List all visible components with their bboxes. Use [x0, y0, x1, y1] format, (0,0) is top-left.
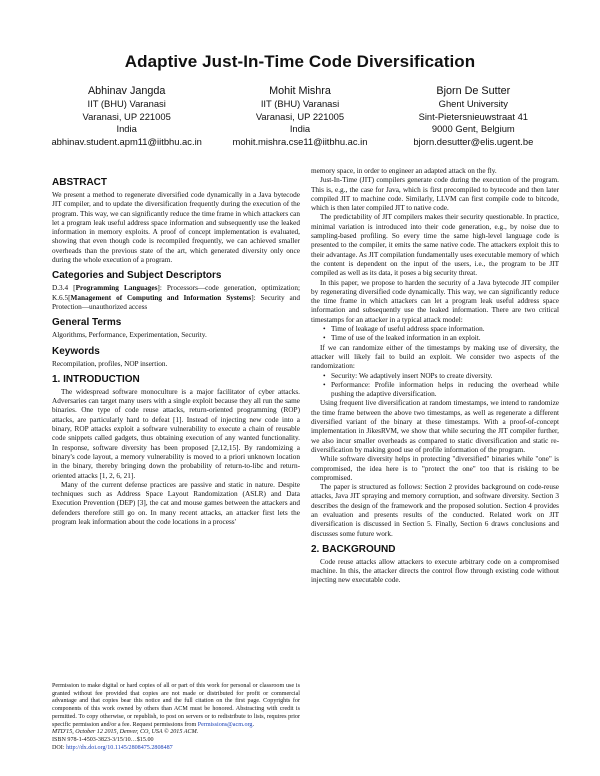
background-paragraph: Code reuse attacks allow attackers to execute arbitrary code on a compromised machine. In this, the attacker directs the control flow through existing code without injecting new executable code.: [311, 557, 559, 585]
author-2: [213, 84, 386, 148]
author-3: [387, 84, 560, 148]
list-item: • Performance: Profile information helps in reducing the overhead while pushing the adaptive diversification.: [331, 381, 559, 400]
list-item: • Security: We adaptively insert NOPs to create diversity.: [331, 372, 559, 381]
author-name: Abhinav Jangda: [87, 85, 166, 97]
timestamp-list: [311, 325, 559, 344]
right-paragraph-4: If we can randomize either of the timestamps by making use of diversity, the attacker will likely fail to build an exploit. We consider two aspects of the randomization:: [311, 343, 559, 371]
intro-paragraph-1: The widespread software monoculture is a major facilitator of cyber attacks. Adversaries can target many users with a single exploit because they all run the same binaries. One type of code reuse attacks, return-oriented programming (ROP) attacks, are particularly hard to defeat [1]. Instead of injecting new code into a binary, ROP attacks exploit a software vulnerability to execute a chain of reusable code snippets called gadgets, thus obtaining execution of any wanted functionality. In response, software diversity has been proposed [2,12,15]. By randomizing a binary's code layout, a memory vulnerability is moved to a priori unknown location in the binary, thereby bringing down the probability of return-to-libc and return-oriented attacks [1, 2, 6, 21].: [52, 387, 300, 480]
author-country: India: [289, 123, 311, 135]
right-paragraph-2: The predictability of JIT compilers makes their security questionable. In practice, minimal variation is introduced into their code generation, e.g., by noise due to sampling-based profiling. So every time the same high-level language code is presented to the compiler, it emits the same native code. The attackers exploit this to their advantage. As JIT compilation fundamentally uses executable memory of which the content is dependent on the input of the users, i.e., the program to be JIT compiled as well as its data, it poses a big security threat.: [311, 213, 559, 278]
intro-paragraph-2: Many of the current defense practices are passive and static in nature. Despite techniques such as Address Space Layout Randomization (ASLR) and Data Execution Prevention (DEP) [3], the cat and mouse games between the attackers and defenders therefore still go on. In many recent attacks, an attacker first lets the program leak information about the code locations in a process': [52, 480, 300, 527]
keywords-text: Recompilation, profiles, NOP insertion.: [52, 359, 168, 368]
abstract-text: We present a method to regenerate diversified code dynamically in a Java bytecode JIT compiler, and to update the diversification frequently during the execution of the program. This way, we can significantly reduce the time frame in which attackers can let a program leak useful address space information and subsequently use the leaked information in memory exploits. A proof of concept implementation is evaluated, showing that even though code is recompiled frequently, we can achieved smaller overheads than the previous state of the art, which generated diversity only once during the whole execution of a program.: [52, 191, 301, 265]
background-heading: 2. BACKGROUND: [311, 543, 396, 555]
right-paragraph-6: While software diversity helps in protecting "diversified" binaries while "one" is compromised, the idea here is to "protect the one" too that is risking to be compromised.: [311, 455, 559, 482]
list-item: • Time of leakage of useful address space information.: [331, 325, 559, 334]
permissions-email-link[interactable]: Permissions@acm.org: [197, 721, 253, 728]
left-column: [52, 177, 300, 527]
author-block: [40, 84, 560, 148]
right-column: [311, 167, 559, 586]
author-1: [40, 84, 213, 148]
doi-link[interactable]: http://dx.doi.org/10.1145/2808475.2808487: [66, 744, 173, 751]
randomization-list: [311, 372, 559, 400]
abstract-heading: ABSTRACT: [52, 177, 107, 188]
author-address: Sint-Pietersnieuwstraat 41: [418, 110, 529, 122]
paper-title: Adaptive Just-In-Time Code Diversification: [124, 52, 476, 71]
author-affiliation: Ghent University: [438, 98, 508, 109]
author-affiliation: IIT (BHU) Varanasi: [260, 98, 340, 109]
author-address: Varanasi, UP 221005: [82, 110, 171, 122]
keywords-heading: Keywords: [52, 345, 100, 357]
conference-line: MTD'15, October 12 2015, Denver, CO, USA © 2015 ACM.: [52, 729, 199, 736]
right-paragraph-7: The paper is structured as follows: Section 2 provides background on code-reuse attacks, Java JIT spraying and memory corruption, and software diversity. Section 3 describes the design of the framework and the proposed solution. Section 4 provides an evaluation and presents results of the conducted. Related work on JIT diversification is discussed in Section 5. Finally, Section 6 draws conclusions and discusses some future work.: [311, 483, 559, 538]
right-paragraph-5: Using frequent live diversification at random timestamps, we intend to randomize the time frame between the above two timestamps, as well as regenerate a different diversified variant of the binary at these timestamps. With a proof-of-concept implementation in JikesRVM, we show that while securing the JIT compiler further, we also incur smaller overheads as compared to static diversification and static re-diversification by making good use of profile information of the program.: [311, 399, 559, 454]
author-address: Varanasi, UP 221005: [255, 110, 345, 122]
author-country: 9000 Gent, Belgium: [431, 123, 515, 135]
introduction-heading: 1. INTRODUCTION: [52, 373, 140, 385]
doi-line: DOI: http://dx.doi.org/10.1145/2808475.2808487: [52, 744, 173, 751]
author-email[interactable]: mohit.mishra.cse11@iitbhu.ac.in: [232, 135, 368, 147]
right-paragraph-1: Just-In-Time (JIT) compilers generate code during the execution of the program. This is, e.g., the case for Java, which is first precompiled to bytecode and then later compiled JIT to machine code. Similarly, LLVM can first compile code to bitcode, which is then later compiled JIT to native code.: [311, 176, 559, 213]
general-terms-heading: General Terms: [52, 317, 122, 329]
general-terms-text: Algorithms, Performance, Experimentation, Security.: [52, 331, 207, 340]
categories-heading: Categories and Subject Descriptors: [52, 270, 222, 282]
isbn-line: ISBN 978-1-4503-3823-3/15/10…$15.00: [52, 736, 154, 743]
author-country: India: [116, 123, 137, 135]
permission-text: Permission to make digital or hard copies of all or part of this work for personal or classroom use is granted without fee provided that copies are not made or distributed for profit or commercial advantage and that copies bear this notice and the full citation on the first page. Copyrights for components of this work owned by others than ACM must be honored. Abstracting with credit is permitted. To copy otherwise, or republish, to post on servers or to redistribute to lists, requires prior specific permission and/or a fee. Request permissions from Permissions@acm.org.: [52, 683, 300, 728]
author-affiliation: IIT (BHU) Varanasi: [87, 98, 166, 109]
author-name: Bjorn De Sutter: [436, 85, 511, 97]
author-email[interactable]: bjorn.desutter@elis.ugent.be: [413, 135, 534, 147]
author-name: Mohit Mishra: [269, 85, 331, 97]
categories-text: D.3.4 [Programming Languages]: Processors—code generation, optimization; K.6.5[Management of Computing and Information Systems]: Security and Protection—unauthorized access: [52, 284, 300, 311]
permission-block: [52, 683, 300, 752]
right-paragraph-3: In this paper, we propose to harden the security of a Java bytecode JIT compiler by regenerating diversified code dynamically. This way, we can significantly reduce the time frame in which attackers can let a program leak useful address space information and subsequently use the leaked information. There are two critical timestamps for an attacker in a typical attack model:: [311, 278, 559, 324]
right-paragraph-0: memory space, in order to engineer an adapted attack on the fly.: [311, 167, 497, 175]
author-email[interactable]: abhinav.student.apm11@iitbhu.ac.in: [51, 135, 202, 147]
list-item: • Time of use of the leaked information in an exploit.: [331, 334, 559, 343]
